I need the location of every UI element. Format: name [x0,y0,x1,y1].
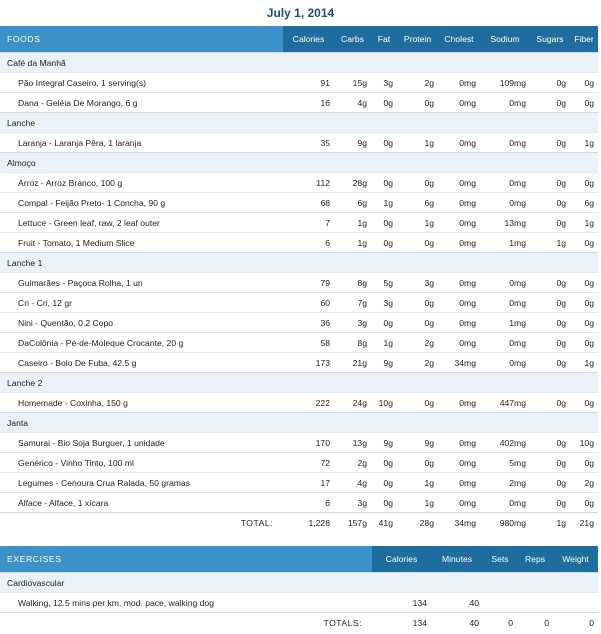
food-value: 0mg [438,313,480,333]
food-value: 7g [334,293,371,313]
food-name: Alface - Alface, 1 xícara [0,493,283,513]
food-name: Caseiro - Bolo De Fuba, 42.5 g [0,353,283,373]
meal-row [0,413,598,433]
food-row[interactable] [0,473,598,493]
food-value: 0mg [438,133,480,153]
meal-name: Janta [0,413,598,433]
food-value: 0g [570,233,598,253]
food-value: 112 [283,173,334,193]
food-row[interactable] [0,73,598,93]
food-row[interactable] [0,273,598,293]
foods-total-value: 1g [530,513,570,533]
food-name: DaColônia - Pé-de-Moleque Crocante, 20 g [0,333,283,353]
food-value: 0g [371,213,397,233]
food-row[interactable] [0,93,598,113]
food-value: 222 [283,393,334,413]
food-value: 0g [570,293,598,313]
exercises-column-header: Calories [372,546,431,573]
food-value: 0g [530,353,570,373]
food-value: 9g [397,433,438,453]
food-value: 0g [570,93,598,113]
food-value: 0mg [438,473,480,493]
food-value: 2mg [480,473,530,493]
food-name: Samurai - Bio Soja Burguer, 1 unidade [0,433,283,453]
food-value: 0g [530,173,570,193]
food-value: 1g [334,233,371,253]
food-value: 0g [371,493,397,513]
food-value: 0mg [438,273,480,293]
food-value: 1g [570,213,598,233]
foods-table [0,26,598,532]
food-value: 6g [397,193,438,213]
food-value: 21g [334,353,371,373]
food-value: 0mg [438,493,480,513]
food-value: 0g [530,273,570,293]
food-value: 0g [371,313,397,333]
food-value: 0g [530,493,570,513]
exercises-column-header: Reps [517,546,553,573]
exercises-section-title: EXERCISES [0,546,372,573]
food-value: 1g [530,233,570,253]
food-value: 1g [371,333,397,353]
food-value: 3g [371,73,397,93]
food-value: 0mg [480,173,530,193]
food-value: 0g [570,313,598,333]
food-name: Lettuce - Green leaf, raw, 2 leaf outer [0,213,283,233]
foods-total-value: 21g [570,513,598,533]
exercise-value: 134 [372,593,431,613]
food-value: 0g [530,133,570,153]
food-value: 1g [397,133,438,153]
food-row[interactable] [0,313,598,333]
food-value: 0mg [480,273,530,293]
foods-total-row [0,513,598,533]
food-value: 0g [530,73,570,93]
foods-column-header: Sodium [480,26,530,53]
food-value: 68 [283,193,334,213]
food-row[interactable] [0,393,598,413]
food-value: 0g [371,233,397,253]
food-value: 2g [570,473,598,493]
foods-total-value: 157g [334,513,371,533]
food-value: 0g [570,453,598,473]
food-value: 0g [397,393,438,413]
food-value: 1mg [480,313,530,333]
exercise-group-row [0,573,598,593]
food-value: 0g [530,393,570,413]
meal-name: Lanche 1 [0,253,598,273]
food-value: 60 [283,293,334,313]
foods-total-value: 34mg [438,513,480,533]
meal-row [0,113,598,133]
exercise-name: Walking, 12.5 mins per km, mod. pace, walking dog [0,593,372,613]
food-row[interactable] [0,453,598,473]
food-value: 1g [570,133,598,153]
food-value: 6 [283,233,334,253]
food-name: Homemade - Coxinha, 150 g [0,393,283,413]
food-value: 0g [530,333,570,353]
foods-column-header: Sugars [530,26,570,53]
food-value: 2g [397,333,438,353]
food-value: 0g [397,173,438,193]
food-value: 4g [334,93,371,113]
foods-total-value: 1,228 [283,513,334,533]
food-value: 17 [283,473,334,493]
food-value: 0g [530,93,570,113]
food-value: 0mg [480,93,530,113]
food-value: 0mg [480,133,530,153]
food-value: 1g [397,473,438,493]
food-value: 2g [334,453,371,473]
food-value: 28g [334,173,371,193]
food-value: 2g [397,353,438,373]
food-name: Legumes - Cenoura Crua Ralada, 50 gramas [0,473,283,493]
meal-row [0,253,598,273]
food-name: Nini - Quentão, 0.2 Copo [0,313,283,333]
exercise-value [517,593,553,613]
exercises-total-value: 0 [517,613,553,633]
food-value: 0g [371,133,397,153]
food-value: 0mg [438,233,480,253]
food-value: 4g [334,473,371,493]
food-value: 13g [334,433,371,453]
meal-row [0,373,598,393]
food-name: Genérico - Vinho Tinto, 100 ml [0,453,283,473]
meal-row [0,53,598,73]
food-value: 402mg [480,433,530,453]
meal-name: Café da Manhã [0,53,598,73]
foods-total-label: TOTAL: [0,513,283,533]
food-name: Fruit - Tomato, 1 Medium Slice [0,233,283,253]
food-value: 0g [530,473,570,493]
food-value: 0mg [438,293,480,313]
food-value: 0g [570,493,598,513]
food-value: 0g [371,453,397,473]
food-value: 0mg [438,333,480,353]
meal-name: Lanche [0,113,598,133]
food-row[interactable] [0,213,598,233]
foods-column-header: Carbs [334,26,371,53]
exercises-column-header: Minutes [431,546,483,573]
food-row[interactable] [0,433,598,453]
food-name: Dana - Geléia De Morango, 6 g [0,93,283,113]
food-value: 447mg [480,393,530,413]
food-value: 3g [334,493,371,513]
food-value: 0g [397,93,438,113]
food-value: 10g [371,393,397,413]
food-value: 0g [530,213,570,233]
food-name: Pão Integral Caseiro, 1 serving(s) [0,73,283,93]
meal-name: Almoço [0,153,598,173]
exercises-column-header: Sets [483,546,517,573]
food-value: 0g [397,453,438,473]
food-value: 8g [334,333,371,353]
food-value: 3g [371,293,397,313]
meal-row [0,153,598,173]
food-value: 0mg [438,433,480,453]
exercise-row[interactable] [0,593,598,613]
food-value: 58 [283,333,334,353]
food-value: 0g [530,293,570,313]
food-value: 109mg [480,73,530,93]
food-value: 0mg [438,393,480,413]
food-value: 1mg [480,233,530,253]
food-row[interactable] [0,233,598,253]
food-value: 0g [371,93,397,113]
food-row[interactable] [0,493,598,513]
food-value: 0mg [438,173,480,193]
exercise-value: 40 [431,593,483,613]
food-value: 13mg [480,213,530,233]
exercises-total-value: 40 [431,613,483,633]
food-value: 5g [371,273,397,293]
food-value: 170 [283,433,334,453]
exercise-value [553,593,598,613]
food-value: 9g [371,353,397,373]
exercises-total-value: 134 [372,613,431,633]
foods-column-header: Cholest [438,26,480,53]
foods-column-header: Fiber [570,26,598,53]
food-value: 0g [530,193,570,213]
foods-section-title: FOODS [0,26,283,53]
food-value: 173 [283,353,334,373]
food-value: 0g [397,293,438,313]
food-row[interactable] [0,353,598,373]
foods-total-value: 980mg [480,513,530,533]
food-value: 15g [334,73,371,93]
food-value: 0g [397,313,438,333]
foods-column-header: Protein [397,26,438,53]
food-row[interactable] [0,293,598,313]
foods-total-value: 41g [371,513,397,533]
exercises-total-label: TOTALS: [0,613,372,633]
food-value: 2g [397,73,438,93]
food-value: 0mg [438,213,480,233]
food-value: 36 [283,313,334,333]
food-name: Cri - Cri, 12 gr [0,293,283,313]
food-value: 7 [283,213,334,233]
food-value: 1g [371,193,397,213]
food-row[interactable] [0,133,598,153]
food-value: 9g [371,433,397,453]
food-name: Laranja - Laranja Pêra, 1 laranja [0,133,283,153]
food-value: 0mg [438,93,480,113]
food-name: Guimarães - Paçoca Rolha, 1 un [0,273,283,293]
foods-total-value: 28g [397,513,438,533]
food-value: 8g [334,273,371,293]
exercises-column-header: Weight [553,546,598,573]
food-name: Arroz - Arroz Branco, 100 g [0,173,283,193]
foods-column-header: Fat [371,26,397,53]
food-value: 0g [570,393,598,413]
food-value: 0g [570,73,598,93]
food-value: 0g [570,273,598,293]
food-value: 35 [283,133,334,153]
food-value: 16 [283,93,334,113]
food-row[interactable] [0,193,598,213]
food-value: 91 [283,73,334,93]
meal-name: Lanche 2 [0,373,598,393]
foods-column-header: Calories [283,26,334,53]
food-value: 0g [530,433,570,453]
food-value: 0g [371,173,397,193]
food-value: 1g [397,213,438,233]
food-value: 9g [334,133,371,153]
food-value: 5mg [480,453,530,473]
food-value: 34mg [438,353,480,373]
food-value: 0mg [480,193,530,213]
exercise-value [483,593,517,613]
food-value: 0g [397,233,438,253]
diary-date: July 1, 2014 [266,6,335,20]
food-value: 1g [397,493,438,513]
food-value: 10g [570,433,598,453]
food-value: 0g [371,473,397,493]
food-value: 0mg [480,493,530,513]
exercises-table [0,546,598,632]
food-value: 6g [334,193,371,213]
exercise-group-name: Cardiovascular [0,573,598,593]
food-value: 0mg [438,73,480,93]
food-value: 6g [570,193,598,213]
food-value: 0mg [438,453,480,473]
food-value: 0g [570,173,598,193]
food-value: 0g [530,453,570,473]
food-value: 24g [334,393,371,413]
food-value: 3g [334,313,371,333]
food-value: 6 [283,493,334,513]
exercises-total-row [0,613,598,633]
food-value: 1g [334,213,371,233]
food-value: 0g [530,313,570,333]
food-value: 0mg [480,333,530,353]
food-value: 3g [397,273,438,293]
food-row[interactable] [0,333,598,353]
food-value: 79 [283,273,334,293]
food-value: 72 [283,453,334,473]
exercises-total-value: 0 [483,613,517,633]
food-value: 0g [570,333,598,353]
food-name: Compal - Feijão Preto- 1 Concha, 90 g [0,193,283,213]
food-value: 0mg [438,193,480,213]
food-value: 0mg [480,293,530,313]
food-value: 0mg [480,353,530,373]
exercises-total-value: 0 [553,613,598,633]
food-value: 1g [570,353,598,373]
food-row[interactable] [0,173,598,193]
